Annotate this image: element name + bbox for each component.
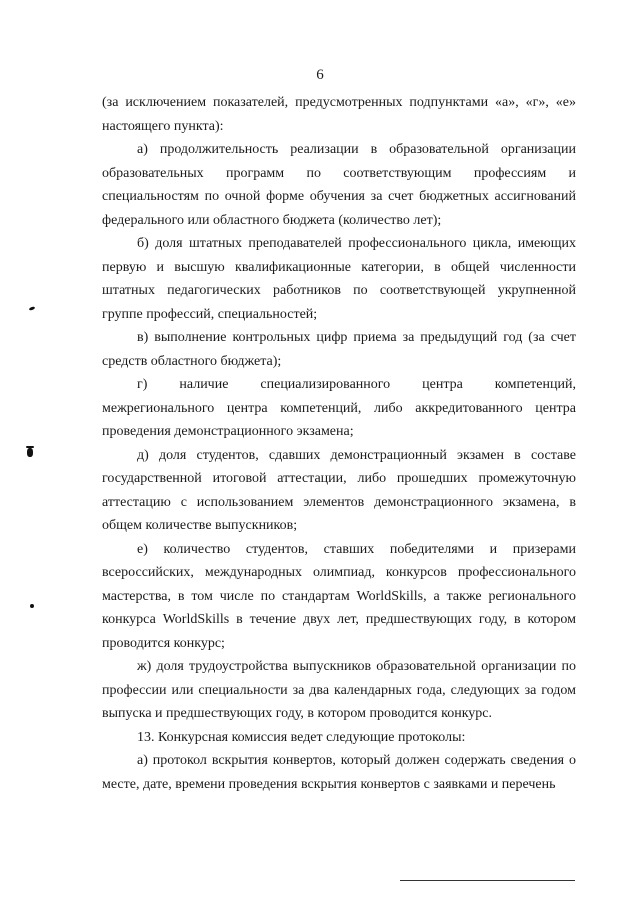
paragraph-item-b: б) доля штатных преподавателей профессионального цикла, имеющих первую и высшую квалификационные категории, в общей численности штатных педагогических работников по соответствующей укрупненной группе профессий, специальностей;: [102, 236, 576, 322]
scan-speck: [27, 448, 33, 457]
paragraph-item-v: в) выполнение контрольных цифр приема за предыдущий год (за счет средств областного бюджета);: [102, 330, 576, 369]
footer-rule: [400, 880, 575, 881]
paragraph-item-e: е) количество студентов, ставших победителями и призерами всероссийских, международных олимпиад, конкурсов профессионального мастерства, в том числе по стандартам WorldSkills, а также регионального конкурса WorldSkills в течение двух лет, предшествующих году, в котором проводится конкурс;: [102, 541, 576, 651]
paragraph-section-13: 13. Конкурсная комиссия ведет следующие протоколы:: [137, 729, 466, 745]
paragraph-protocol-a: а) протокол вскрытия конвертов, который должен содержать сведения о месте, дате, времени проведения вскрытия конвертов с заявками и перечень: [102, 753, 576, 792]
paragraph-item-g: г) наличие специализированного центра компетенций, межрегионального центра компетенций, либо аккредитованного центра проведения демонстрационного экзамена;: [102, 377, 576, 439]
paragraph-continuation: (за исключением показателей, предусмотренных подпунктами «а», «г», «е» настоящего пункта):: [102, 95, 576, 134]
document-body: [102, 91, 576, 796]
paragraph-item-d: д) доля студентов, сдавших демонстрационный экзамен в составе государственной итоговой аттестации, либо прошедших промежуточную аттестацию с использованием элементов демонстрационного экзамена, в общем количестве выпускников;: [102, 447, 576, 533]
scan-speck: [29, 306, 36, 311]
scan-speck: [30, 604, 34, 608]
page-number: 6: [316, 67, 324, 83]
paragraph-item-a: а) продолжительность реализации в образовательной организации образовательных программ по соответствующим профессиям и специальностям по очной форме обучения за счет бюджетных ассигнований федерального или областного бюджета (количество лет);: [102, 142, 576, 228]
paragraph-item-zh: ж) доля трудоустройства выпускников образовательной организации по профессии или специальности за два календарных года, следующих за годом выпуска и предшествующих году, в котором проводится конкурс.: [102, 659, 576, 721]
